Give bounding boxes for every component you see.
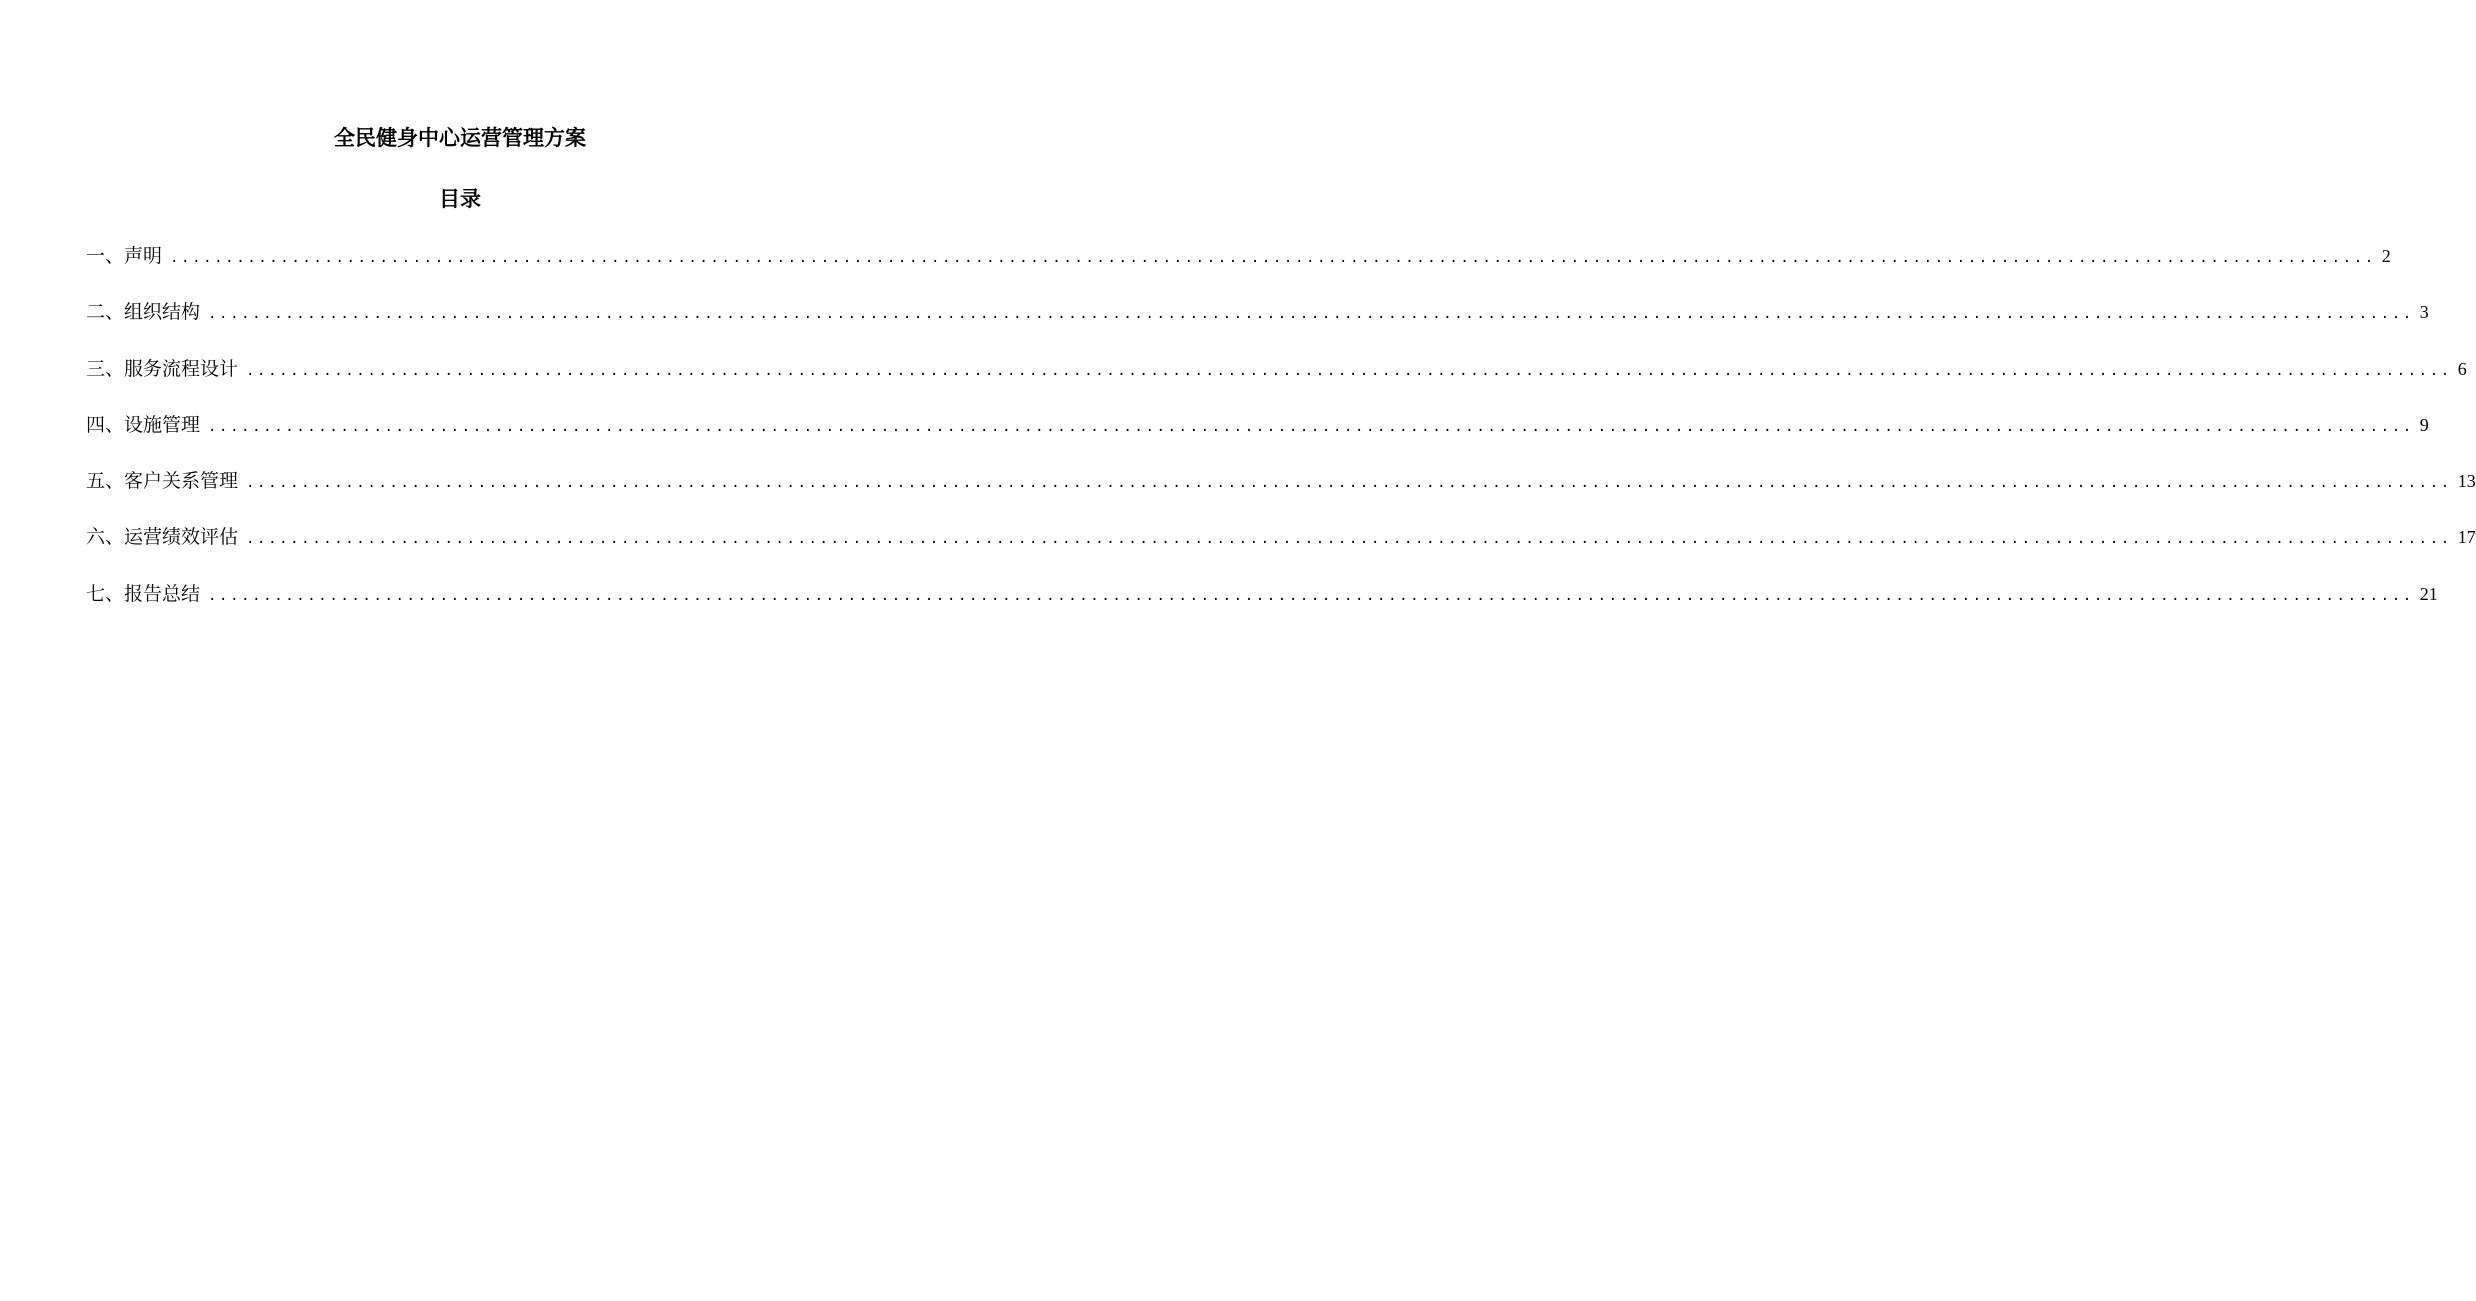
toc-dot-leader: ........................................................................................................................................................................................................ — [208, 418, 2414, 435]
toc-entry-organization-structure[interactable] — [86, 296, 2429, 352]
toc-heading: 目录 — [439, 187, 481, 211]
toc-entry-page: 6 — [2457, 358, 2467, 379]
document-title: 全民健身中心运营管理方案 — [334, 126, 586, 150]
toc-entry-label: 四、设施管理 — [86, 413, 201, 436]
toc-entry-performance-evaluation[interactable] — [86, 521, 2476, 577]
toc-entry-page: 17 — [2457, 527, 2476, 548]
toc-dot-leader: ........................................................................................................................................................................................................ — [170, 250, 2376, 266]
toc-entry-page: 9 — [2419, 414, 2429, 435]
toc-entry-page: 21 — [2419, 583, 2438, 604]
toc-entry-label: 一、声明 — [86, 245, 163, 267]
toc-entry-facility-management[interactable] — [86, 409, 2429, 465]
toc-entry-service-process-design[interactable] — [86, 353, 2467, 409]
toc-entry-page: 13 — [2457, 471, 2476, 492]
toc-entry-customer-relationship[interactable] — [86, 465, 2476, 521]
toc-entry-report-summary[interactable] — [86, 578, 2438, 634]
toc-dot-leader: ........................................................................................................................................................................................................ — [208, 587, 2414, 604]
toc-entry-label: 七、报告总结 — [86, 582, 201, 605]
toc-entry-label: 六、运营绩效评估 — [86, 526, 239, 549]
toc-entry-label: 三、服务流程设计 — [86, 357, 239, 380]
toc-dot-leader: ........................................................................................................................................................................................................ — [246, 531, 2452, 548]
toc-dot-leader: ........................................................................................................................................................................................................ — [208, 306, 2414, 323]
toc-entry-declaration[interactable] — [86, 240, 2391, 296]
toc-entry-label: 二、组织结构 — [86, 301, 201, 324]
toc-dot-leader: ........................................................................................................................................................................................................ — [246, 362, 2452, 379]
toc-entry-page: 2 — [2381, 246, 2391, 266]
toc-dot-leader: ........................................................................................................................................................................................................ — [246, 475, 2452, 492]
toc-entry-page: 3 — [2419, 302, 2429, 323]
toc-entry-label: 五、客户关系管理 — [86, 470, 239, 493]
table-of-contents — [86, 240, 2476, 634]
